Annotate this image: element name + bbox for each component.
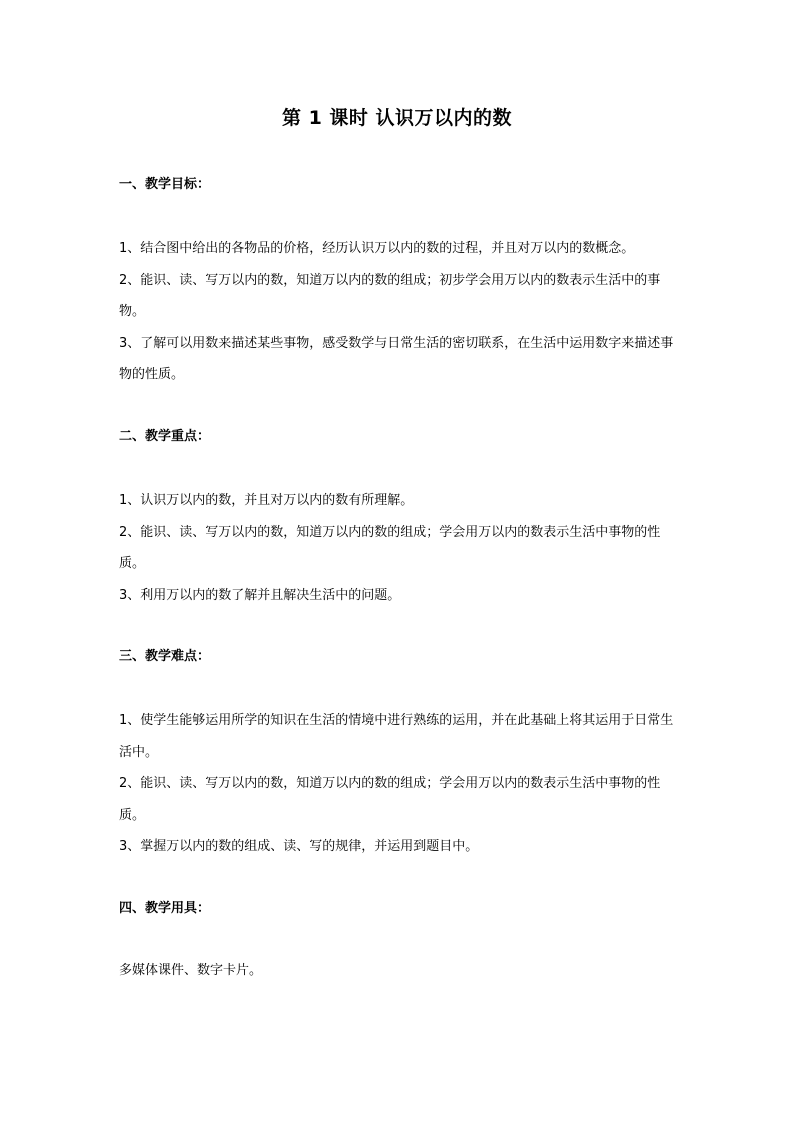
- list-item: 2、能识、读、写万以内的数，知道万以内的数的组成；学会用万以内的数表示生活中事物的性质。: [119, 524, 661, 571]
- section-body-objectives: [119, 233, 679, 391]
- section-heading: 二、教学重点：: [119, 429, 211, 444]
- section-body-teaching-aids: [119, 955, 679, 987]
- list-item: 3、掌握万以内的数的组成、读、写的规律，并运用到题目中。: [119, 839, 479, 854]
- section-heading-key-points: [119, 427, 679, 447]
- list-item: 3、了解可以用数来描述某些事物，感受数学与日常生活的密切联系，在生活中运用数字来描述事物的性质。: [119, 335, 674, 382]
- section-heading: 三、教学难点：: [119, 649, 211, 664]
- section-body-difficulties: [119, 705, 679, 863]
- list-item: 1、使学生能够运用所学的知识在生活的情境中进行熟练的运用，并在此基础上将其运用于日常生活中。: [119, 713, 674, 760]
- section-body-key-points: [119, 485, 679, 611]
- section-heading: 一、教学目标：: [119, 177, 211, 192]
- list-item: 多媒体课件、数字卡片。: [119, 963, 263, 978]
- list-item: 2、能识、读、写万以内的数，知道万以内的数的组成；学会用万以内的数表示生活中事物的性质。: [119, 776, 661, 823]
- list-item: 2、能识、读、写万以内的数，知道万以内的数的组成；初步学会用万以内的数表示生活中的事物。: [119, 272, 661, 319]
- section-heading: 四、教学用具：: [119, 901, 211, 916]
- list-item: 3、利用万以内的数了解并且解决生活中的问题。: [119, 587, 401, 603]
- list-item: 1、认识万以内的数，并且对万以内的数有所理解。: [119, 493, 414, 508]
- section-heading-objectives: [119, 175, 679, 195]
- page-title: 第 1 课时 认识万以内的数: [281, 107, 513, 129]
- list-item: 1、结合图中给出的各物品的价格，经历认识万以内的数的过程，并且对万以内的数概念。: [119, 241, 635, 256]
- section-heading-teaching-aids: [119, 899, 679, 919]
- section-heading-difficulties: [119, 647, 679, 667]
